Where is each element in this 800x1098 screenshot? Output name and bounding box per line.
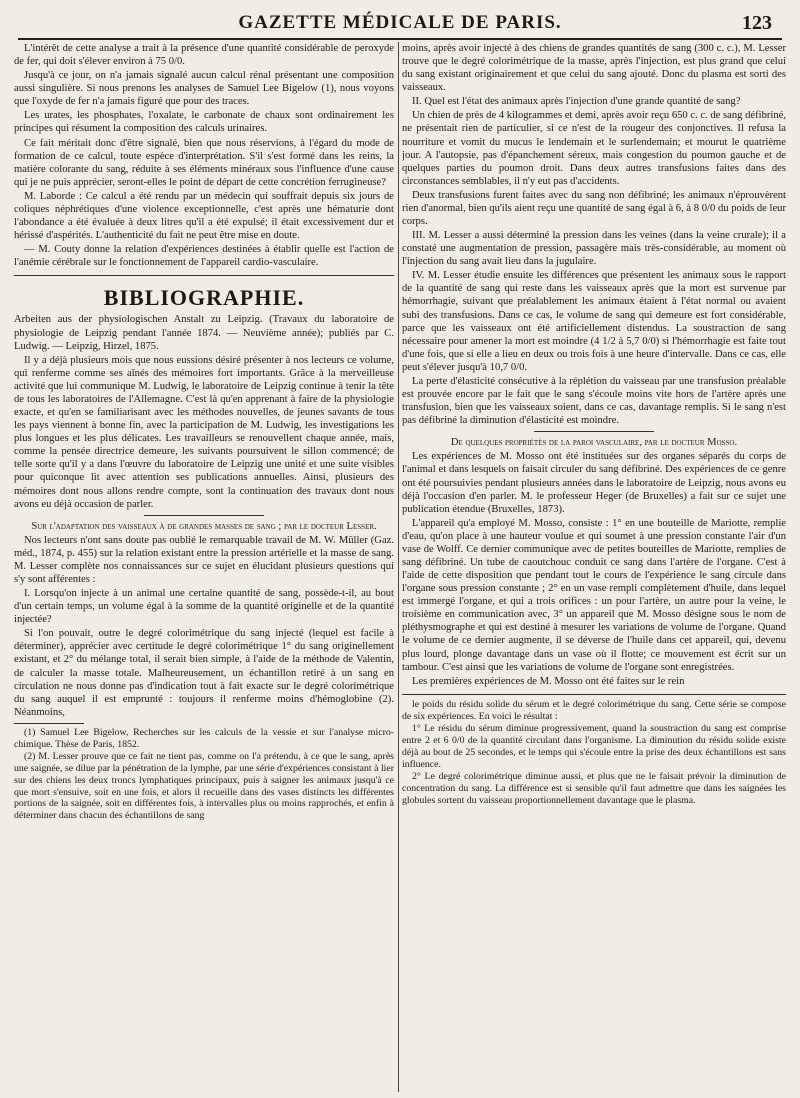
paragraph: Les urates, les phosphates, l'oxalate, le carbonate de chaux sont ordinairement les principes qui résument la composition des calculs urinaires.	[14, 110, 394, 135]
right-column	[402, 42, 786, 1092]
header-rule	[18, 38, 782, 40]
section-heading: BIBLIOGRAPHIE.	[103, 285, 305, 311]
paragraph: L'appareil qu'a employé M. Mosso, consiste : 1° en une bouteille de Mariotte, remplie d'eau, qu'on place à une hauteur voulue et qui soumet à une pression constante l'air d'un vase de Wolff. Ce dernier communique avec de petites bouteilles de Mariotte, remplies de sang défibriné. Un tube de caoutchouc conduit ce sang dans l'artère de l'organe. C'est à l'aide de cette disposition que pendant tout le cours de l'expérience le sang circule dans l'organe sous pression constante ; 2° en un vase rempli complètement d'huile, dans lequel est immergé l'organe, et qui a trois orifices : un pour l'artère, un autre pour la veine, le troisième en communication avec, 3° un appareil que M. Mosso désigne sous le nom de pléthysmographe et qui est destiné à mesurer les variations de volume de l'organe. Quand le volume de ce dernier augmente, il se déverse de l'huile dans cet appareil, qui, devenu plus lourd, plonge davantage dans un vase où il flotte; ce mouvement est écrit sur un tambour. C'est ainsi que les variations de volume de l'organe sont enregistrées.	[402, 517, 786, 673]
paragraph: I. Lorsqu'on injecte à un animal une certaine quantité de sang, possède-t-il, au bout d'un certain temps, un volume égal à la somme de la quantité originelle et de la quantité injectée?	[14, 588, 394, 626]
footnote-rule	[14, 723, 84, 724]
footnote: le poids du résidu solide du sérum et le degré colorimétrique du sang. Cette série se compose de six expériences. En voici le résultat :	[402, 698, 786, 722]
section-divider	[14, 275, 394, 276]
footnote: (2) M. Lesser prouve que ce fait ne tient pas, comme on l'a prétendu, à ce que le sang, après une saignée, se dilue par la pénétration de la lymphe, par une série d'expériences consistant à lier sur des chiens les deux troncs lymphatiques principaux, puis à saigner les animaux jusqu'à ce que mort s'ensuive, soit en une fois, et alors il recueille dans des vases distincts les différentes portions de la saignée, soit en différentes fois, à intervalles plus ou moins rapprochés, et enfin à déterminer dans chacun des échantillons de sang	[14, 751, 394, 822]
paragraph: Deux transfusions furent faites avec du sang non défibriné; les animaux n'éprouvèrent rien d'anormal, bien qu'ils aient reçu une quantité de sang égal à 6, à 8 0/0 du poids de leur corps.	[402, 189, 786, 228]
divider	[144, 515, 264, 516]
paragraph: IV. M. Lesser étudie ensuite les différences que présentent les animaux sous le rapport de la quantité de sang qui reste dans les vaisseaux après que la mort est survenue par hémorrhagie, suivant que préalablement les animaux étaient à l'état normal ou avaient subi des transfusions. Dans ce cas, le volume de sang qui demeure est fort considérable, parce que les vaisseaux ont été artificiellement distendus. La soustraction de sang nécessaire pour amener la mort est moindre (4 1/2 à 5,7 0/0) si l'hémorrhagie est faite tout d'une fois, que si elle a lieu en deux ou trois fois à une heure d'intervalle. Dans ce cas, elle peut s'élever jusqu'à 10,7 0/0.	[402, 270, 786, 373]
paragraph: Les premières expériences de M. Mosso ont été faites sur le rein	[412, 675, 685, 687]
paragraph: Un chien de près de 4 kilogrammes et demi, après avoir reçu 650 c. c. de sang défibriné, ne présentait rien de particulier, si ce n'est de la rougeur des conjonctives. Il refusa la nourriture et vomit du mucus le lendemain et le surlendemain; et mourut le quatrième jour. A l'autopsie, pas d'épanchement séreux, mais congestion du poumon gauche et de quelques parties du poumon droit. Dans deux autres transfusions faites dans des circonstances semblables, il n'y eut pas d'accidents.	[402, 110, 786, 187]
paragraph: Jusqu'à ce jour, on n'a jamais signalé aucun calcul rénal présentant une composition aussi singulière. Si nous prenons les analyses de Samuel Lee Bigelow (1), nous voyons que l'oxyde de fer n'a jamais figuré que pour des traces.	[14, 70, 394, 108]
page-number: 123	[742, 12, 772, 34]
paragraph: Les expériences de M. Mosso ont été instituées sur des organes séparés du corps de l'animal et dans lesquels on faisait circuler du sang défibriné. Des expériences de ce genre ont été poursuivies pendant plusieurs années dans le laboratoire de Leipzig, nous avons eu déjà l'occasion d'en parler. M. le professeur Heger (de Bruxelles) a fait sur ce sujet une publication étendue (Bruxelles, 1873).	[402, 451, 786, 515]
paragraph: Nos lecteurs n'ont sans doute pas oublié le remarquable travail de M. W. Müller (Gaz. méd., 1874, p. 455) sur la relation existant entre la pression artérielle et la masse de sang. M. Lesser complète nos connaissances sur ce sujet en élucidant plusieurs questions qui s'y sont afférentes :	[14, 534, 394, 585]
paragraph: Ce fait méritait donc d'être signalé, bien que nous réservions, à l'égard du mode de formation de ce calcul, toute espèce d'interprétation. S'il s'est formé dans les reins, la matière colorante du sang, réduite à ses éléments minéraux sous l'influence d'une cause qui je ne puis apprécier, seront-elles le point de départ de cette concrétion ferrugineuse?	[14, 137, 394, 188]
paragraph: La perte d'élasticité consécutive à la réplétion du vaisseau par une transfusion préalable est prouvée encore par le fait que le sang s'écoule moins vite hors de l'artère après une transfusion, bien que les vaisseaux soient, dans ce cas, davantage remplis. Si le sang n'est pas défibriné la diminution d'élasticité est moindre.	[402, 375, 786, 427]
article-subheading: Sur l'adaptation des vaisseaux à de grandes masses de sang ; par le docteur Lesser.	[31, 520, 377, 532]
paragraph: II. Quel est l'état des animaux après l'injection d'une grande quantité de sang?	[412, 96, 741, 108]
footnotes-continued	[402, 699, 786, 807]
divider	[534, 431, 654, 432]
footnote-rule	[402, 694, 786, 695]
paragraph: — M. Couty donne la relation d'expériences destinées à établir quelle est l'action de l'anémie cérébrale sur le fonctionnement de l'appareil cardio-vasculaire.	[14, 244, 394, 269]
page-header	[20, 8, 780, 38]
journal-title: GAZETTE MÉDICALE DE PARIS.	[238, 12, 562, 33]
paragraph: L'intérêt de cette analyse a trait à la présence d'une quantité considérable de peroxyde de fer, qui doit s'élever environ à 75 0/0.	[14, 43, 394, 68]
article-subheading: De quelques propriétés de la paroi vasculaire, par le docteur Mosso.	[450, 437, 738, 449]
footnote: 2° Le degré colorimétrique diminue aussi, et plus que ne le faisait prévoir la diminution de concentration du sang. La différence est si sensible qu'il faut admettre que dans les saignées les globules sortent du vaisseau proportionnellement davantage que le plasma.	[402, 771, 786, 806]
paragraph: moins, après avoir injecté à des chiens de grandes quantités de sang (300 c. c.), M. Lesser trouve que le degré colorimétrique de la masse, après l'injection, est plus grand que celui du sang existant originairement et que celui du sang ajouté. Donc du plasma est sorti des vaisseaux.	[402, 43, 786, 94]
left-column	[14, 42, 394, 1092]
footnote: (1) Samuel Lee Bigelow, Recherches sur les calculs de la vessie et sur l'analyse micro-chimique. Thèse de Paris, 1852.	[14, 726, 394, 750]
bibliographic-reference: Arbeiten aus der physiologischen Anstalt zu Leipzig. (Travaux du laboratoire de physiologie de Leipzig pendant l'année 1874. — Neuvième année); publiés par C. Ludwig. — Leipzig, Hirzel, 1875.	[14, 314, 394, 352]
paragraph: Il y a déjà plusieurs mois que nous eussions désiré présenter à nos lecteurs ce volume, qui renferme comme ses aînés des mémoires fort importants. Grâce à la merveilleuse activité que lui communique M. Ludwig, le laboratoire de Leipzig continue à tenir la tête de tous les laboratoires de l'Allemagne. C'est là qu'en apprenant à faire de la physiologie exacte, et qu'en se familiarisant avec les méthodes nouvelles, de jeunes savants de tous les pays viennent à bonne fin, avec la participation de M. Ludwig, les investigations les plus longues et les plus délicates. Les travailleurs se renouvellent chaque année, mais, comme la pensée directrice demeure, les suivants poursuivent le sillon commencé; de telle sorte qu'il y a dans l'œuvre du laboratoire de Leipzig une unité et une suite visibles pour quiconque lit avec attention ses publications annuelles. Ainsi, plusieurs des mémoires dont nous allons rendre compte, sont la continuation des travaux dont nous avons eu déjà occasion de parler.	[14, 354, 394, 510]
footnotes	[14, 727, 394, 822]
paragraph: Si l'on pouvait, outre le degré colorimétrique du sang injecté (lequel est facile à déterminer), apprécier avec certitude le degré colorimétrique 1° du sang originellement existant, et 2° du mélange total, il serait bien simple, à l'aide de la méthode de Valentin, de calculer la masse totale. Malheureusement, un échantillon retiré à un sang en circulation ne nous donne pas d'indication tout à fait exacte sur le degré colorimétrique du sang auquel il est emprunté : toujours il renferme moins d'hémoglobine (2). Néanmoins,	[14, 628, 394, 718]
column-divider	[398, 42, 399, 1092]
footnote: 1° Le résidu du sérum diminue progressivement, quand la soustraction du sang est comprise entre 2 et 6 0/0 de la quantité circulant dans l'organisme. La diminution du résidu solide existe déjà au bout de 25 secondes, et le temps qui s'écoule entre la prise des deux échantillons est sans influence.	[402, 723, 786, 770]
paragraph: III. M. Lesser a aussi déterminé la pression dans les veines (dans la veine crurale); il a constaté une augmentation de pression, passagère mais très-considérable, au moment où l'injection du sang avait lieu dans la jugulaire.	[402, 230, 786, 268]
paragraph: M. Laborde : Ce calcul a été rendu par un médecin qui souffrait depuis six jours de coliques néphrétiques d'une violence exceptionnelle, c'est après une hématurie dont l'abondance a été évaluée à deux litres qu'il a été expulsé; il était excessivement dur et hérissé d'aspérités. L'authenticité du fait ne peut être mise en doute.	[14, 190, 394, 242]
